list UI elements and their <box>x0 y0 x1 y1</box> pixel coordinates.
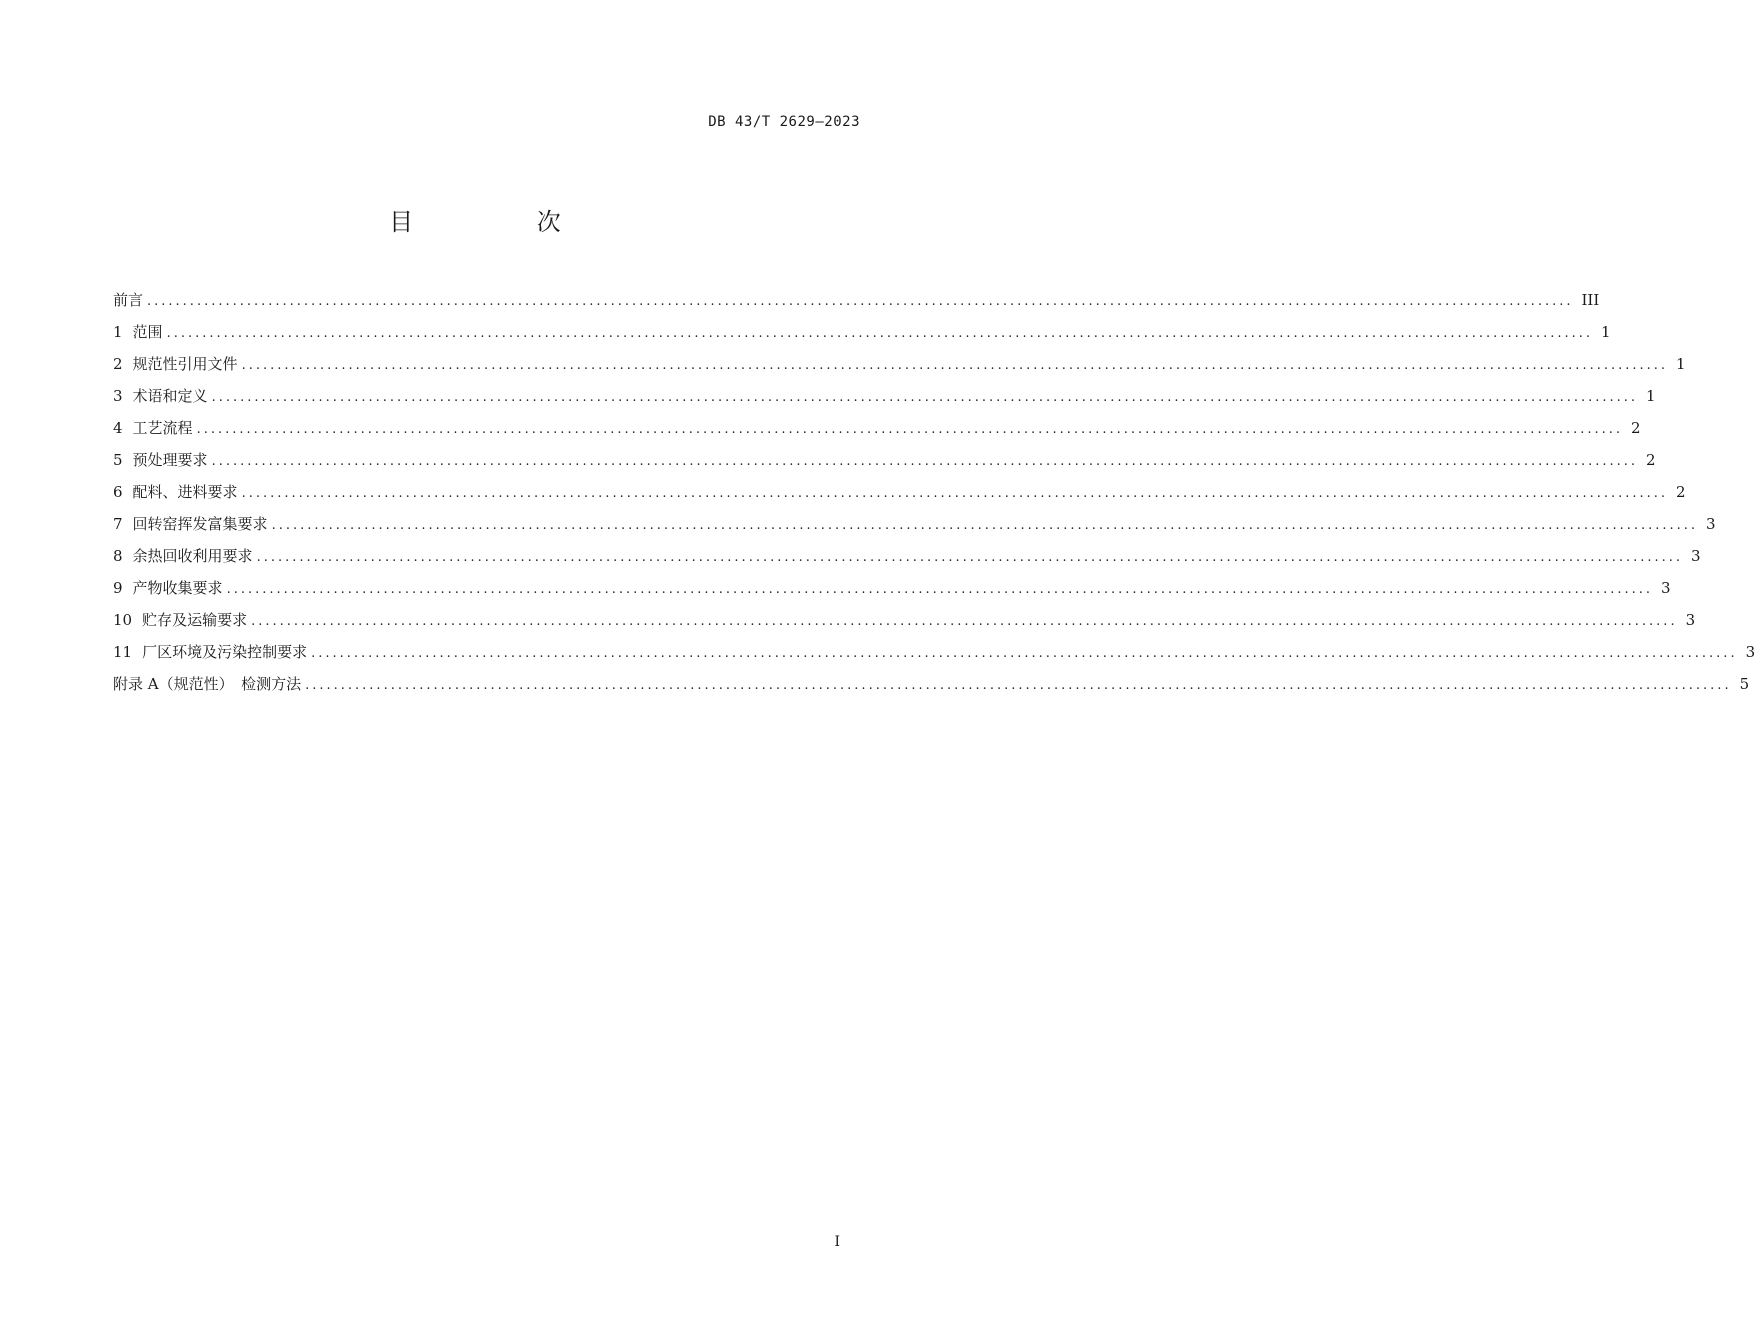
toc-leader-dots: ........................................................................................................................................................................................................ <box>241 486 1669 501</box>
toc-entry-page: 1 <box>1646 387 1656 405</box>
toc-leader-dots: ........................................................................................................................................................................................................ <box>311 646 1738 661</box>
toc-entry-page: 5 <box>1739 675 1750 693</box>
toc-entry-number: 1 <box>113 323 123 341</box>
toc-entry-label: 配料、进料要求 <box>132 483 238 501</box>
toc-entry-label: 规范性引用文件 <box>132 355 238 373</box>
toc-entry-batching-feeding[interactable] <box>113 476 1686 508</box>
toc-leader-dots: ........................................................................................................................................................................................................ <box>256 550 1684 565</box>
toc-entry-waste-heat[interactable] <box>113 540 1701 572</box>
toc-entry-page: 3 <box>1706 515 1716 533</box>
toc-entry-number: 9 <box>113 579 123 597</box>
toc-entry-number: 8 <box>113 547 123 565</box>
toc-entry-scope[interactable] <box>113 316 1611 348</box>
toc-entry-page: 3 <box>1685 611 1696 629</box>
toc-entry-label: 前言 <box>113 291 144 309</box>
toc-entry-pretreatment[interactable] <box>113 444 1656 476</box>
toc-entry-label: 附录 A（规范性） 检测方法 <box>113 675 302 693</box>
toc-entry-product-collection[interactable] <box>113 572 1671 604</box>
toc-entry-label: 余热回收利用要求 <box>132 547 253 565</box>
toc-entry-number: 10 <box>113 611 133 629</box>
toc-entry-label: 贮存及运输要求 <box>142 611 248 629</box>
toc-entry-page: 1 <box>1601 323 1611 341</box>
toc-entry-page: 3 <box>1691 547 1701 565</box>
toc-entry-number: 6 <box>113 483 123 501</box>
toc-entry-label: 产物收集要求 <box>132 579 223 597</box>
toc-entry-storage-transport[interactable] <box>113 604 1696 636</box>
toc-entry-label: 厂区环境及污染控制要求 <box>142 643 308 661</box>
toc-entry-number: 4 <box>113 419 123 437</box>
toc-entry-number: 7 <box>113 515 123 533</box>
toc-entry-number: 2 <box>113 355 123 373</box>
toc-leader-dots: ........................................................................................................................................................................................................ <box>211 454 1639 469</box>
toc-entry-label: 预处理要求 <box>132 451 208 469</box>
table-of-contents <box>113 284 1755 700</box>
toc-leader-dots: ........................................................................................................................................................................................................ <box>226 582 1654 597</box>
toc-entry-label: 工艺流程 <box>132 419 193 437</box>
toc-entry-number: 11 <box>113 643 133 661</box>
toc-leader-dots: ........................................................................................................................................................................................................ <box>271 518 1699 533</box>
toc-entry-label: 术语和定义 <box>132 387 208 405</box>
toc-leader-dots: ........................................................................................................................................................................................................ <box>166 326 1594 341</box>
toc-leader-dots: ........................................................................................................................................................................................................ <box>211 390 1639 405</box>
toc-leader-dots: ........................................................................................................................................................................................................ <box>241 358 1669 373</box>
toc-leader-dots: ........................................................................................................................................................................................................ <box>196 422 1624 437</box>
toc-entry-page: 3 <box>1745 643 1755 661</box>
toc-entry-page: 2 <box>1676 483 1686 501</box>
toc-entry-rotary-kiln[interactable] <box>113 508 1716 540</box>
toc-entry-pollution-control[interactable] <box>113 636 1755 668</box>
toc-entry-label: 回转窑挥发富集要求 <box>132 515 268 533</box>
toc-entry-number: 3 <box>113 387 123 405</box>
page-number: I <box>834 1234 840 1250</box>
toc-leader-dots: ........................................................................................................................................................................................................ <box>305 678 1732 693</box>
toc-entry-preface[interactable] <box>113 284 1600 316</box>
toc-entry-normative-references[interactable] <box>113 348 1686 380</box>
toc-entry-label: 范围 <box>132 323 163 341</box>
toc-leader-dots: ........................................................................................................................................................................................................ <box>147 294 1574 309</box>
toc-entry-page: 1 <box>1676 355 1686 373</box>
toc-entry-process-flow[interactable] <box>113 412 1641 444</box>
toc-entry-page: III <box>1581 291 1600 309</box>
toc-entry-page: 2 <box>1631 419 1641 437</box>
toc-entry-terms-definitions[interactable] <box>113 380 1656 412</box>
toc-entry-appendix-a[interactable] <box>113 668 1750 700</box>
document-code: DB 43/T 2629—2023 <box>708 114 860 130</box>
toc-entry-number: 5 <box>113 451 123 469</box>
toc-title: 目 次 <box>389 208 619 236</box>
toc-leader-dots: ........................................................................................................................................................................................................ <box>251 614 1678 629</box>
toc-entry-page: 2 <box>1646 451 1656 469</box>
toc-entry-page: 3 <box>1661 579 1671 597</box>
